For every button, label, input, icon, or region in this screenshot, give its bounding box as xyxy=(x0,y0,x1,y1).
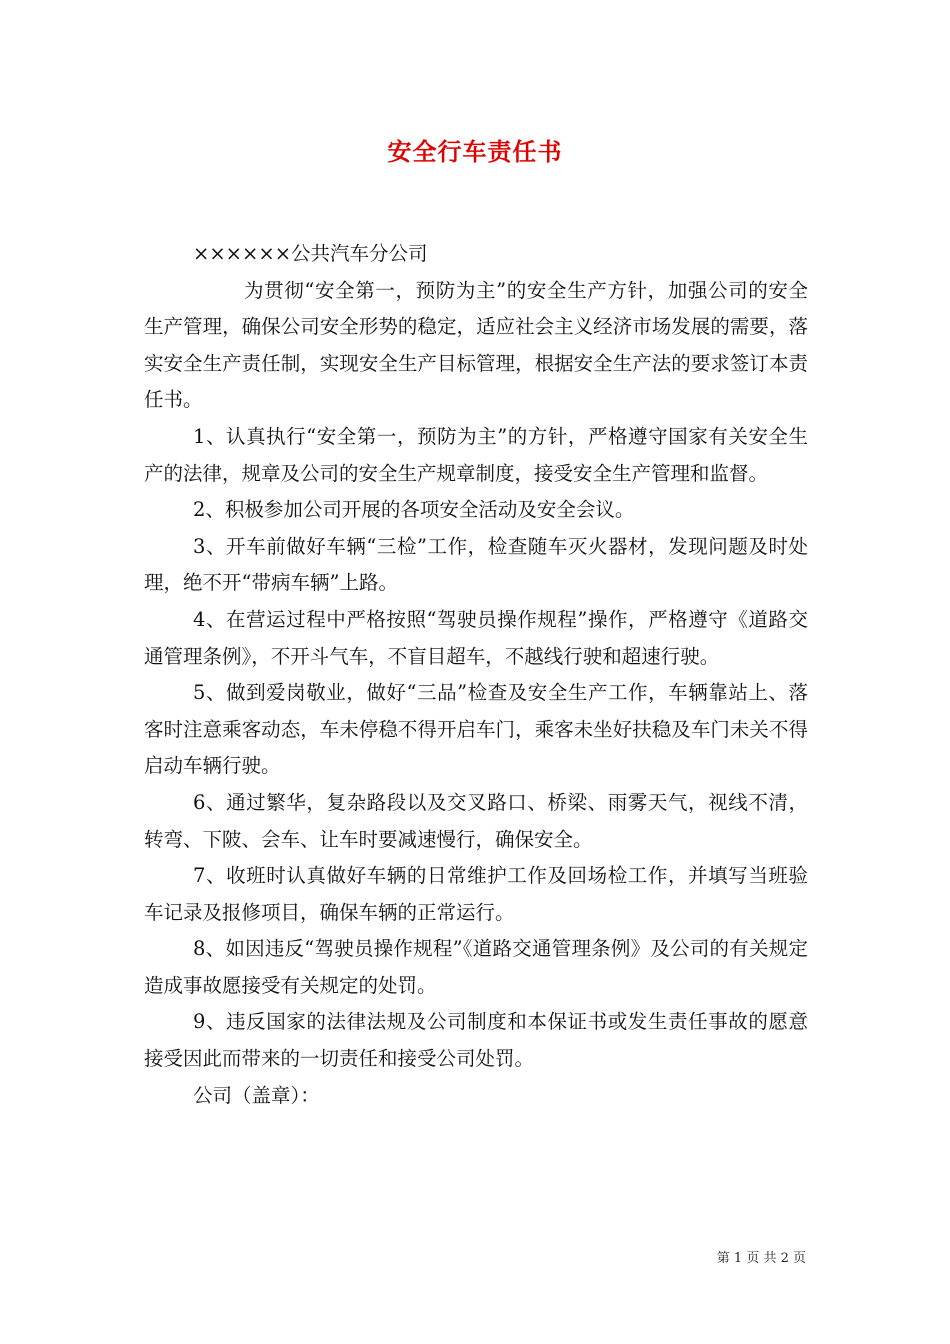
intro-paragraph: 为贯彻“安全第一，预防为主”的安全生产方针，加强公司的安全生产管理，确保公司安全形势的稳定，适应社会主义经济市场发展的需要，落实安全生产责任制，实现安全生产目标管理，根据安全生产法的要求签订本责任书。 xyxy=(144,278,808,412)
clause-9: 9、违反国家的法律法规及公司制度和本保证书或发生责任事故的愿意接受因此而带来的一切责任和接受公司处罚。 xyxy=(144,1010,808,1071)
page-number-footer: 第 1 页 共 2 页 xyxy=(716,1251,806,1266)
clause-3: 3、开车前做好车辆“三检”工作，检查随车灭火器材，发现问题及时处理，绝不开“带病车辆”上路。 xyxy=(144,534,808,595)
clause-8: 8、如因违反“驾驶员操作规程”《道路交通管理条例》及公司的有关规定造成事故愿接受有关规定的处罚。 xyxy=(144,937,808,997)
clause-2: 2、积极参加公司开展的各项安全活动及安全会议。 xyxy=(193,498,635,522)
clause-1: 1、认真执行“安全第一，预防为主”的方针，严格遵守国家有关安全生产的法律，规章及公司的安全生产规章制度，接受安全生产管理和监督。 xyxy=(144,424,808,485)
clause-4: 4、在营运过程中严格按照“驾驶员操作规程”操作，严格遵守《道路交通管理条例》，不开斗气车，不盲目超车，不越线行驶和超速行驶。 xyxy=(144,607,808,668)
clause-6: 6、通过繁华，复杂路段以及交叉路口、桥梁、雨雾天气，视线不清，转弯、下陂、会车、让车时要减速慢行，确保安全。 xyxy=(144,790,808,851)
document-body xyxy=(144,236,808,1114)
document-title: 安全行车责任书 xyxy=(387,138,563,166)
clause-7: 7、收班时认真做好车辆的日常维护工作及回场检工作，并填写当班验车记录及报修项目，确保车辆的正常运行。 xyxy=(144,864,808,924)
company-seal-line: 公司（盖章）： xyxy=(193,1083,320,1107)
clause-5: 5、做到爱岗敬业，做好“三品”检查及安全生产工作，车辆靠站上、落客时注意乘客动态，车未停稳不得开启车门，乘客未坐好扶稳及车门未关不得启动车辆行驶。 xyxy=(144,681,808,778)
addressee: ××××××公共汽车分公司 xyxy=(193,242,428,265)
